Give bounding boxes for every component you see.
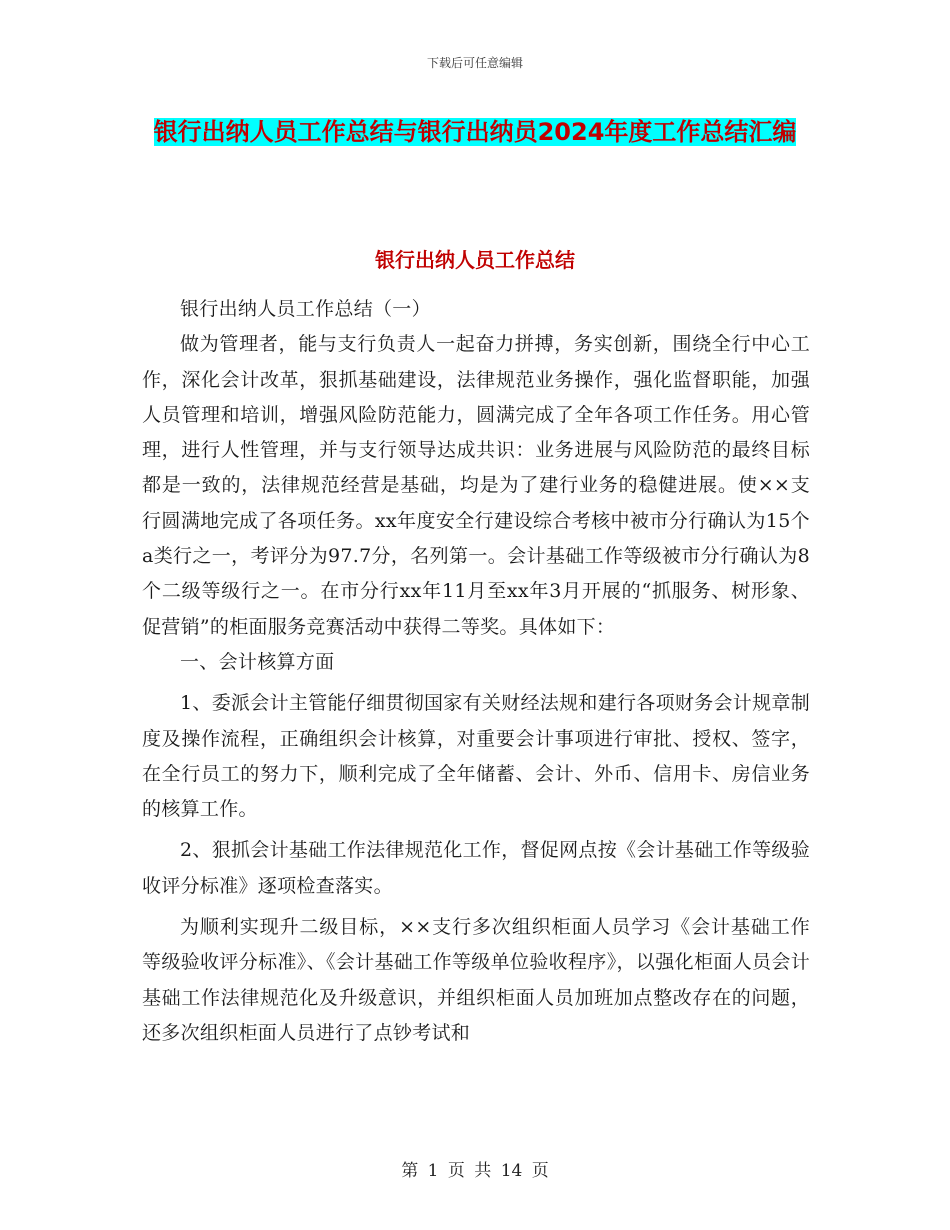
paragraph: 2、狠抓会计基础工作法律规范化工作，督促网点按《会计基础工作等级验收评分标准》逐项检查落实。 xyxy=(142,839,810,897)
paragraph: 1、委派会计主管能仔细贯彻国家有关财经法规和建行各项财务会计规章制度及操作流程，正确组织会计核算，对重要会计事项进行审批、授权、签字，在全行员工的努力下，顺利完成了全年储蓄、会计、外币、信用卡、房信业务的核算工作。 xyxy=(142,692,810,821)
paragraph-heading: 一、会计核算方面 xyxy=(180,650,335,673)
page-number: 第 1 页 共 14 页 xyxy=(401,1161,549,1181)
paragraph-subtitle: 银行出纳人员工作总结（一） xyxy=(180,298,431,320)
header-note: 下载后可任意编辑 xyxy=(426,56,523,70)
document-title-text: 银行出纳人员工作总结与银行出纳员2024年度工作总结汇编 xyxy=(153,118,797,146)
section-title: 银行出纳人员工作总结 xyxy=(375,248,575,272)
document-title xyxy=(140,108,810,156)
document-body xyxy=(142,292,810,1051)
paragraph: 做为管理者，能与支行负责人一起奋力拼搏，务实创新，围绕全行中心工作，深化会计改革，狠抓基础建设，法律规范业务操作，强化监督职能，加强人员管理和培训，增强风险防范能力，圆满完成了全年各项工作任务。用心管理，进行人性管理，并与支行领导达成共识：业务进展与风险防范的最终目标都是一致的，法律规范经营是基础，均是为了建行业务的稳健进展。使××支行圆满地完成了各项任务。xx年度安全行建设综合考核中被市分行确认为15个a类行之一，考评分为97.7分，名列第一。会计基础工作等级被市分行确认为8个二级等级行之一。在市分行xx年11月至xx年3月开展的“抓服务、树形象、促营销”的柜面服务竞赛活动中获得二等奖。具体如下： xyxy=(142,333,810,638)
paragraph: 为顺利实现升二级目标，××支行多次组织柜面人员学习《会计基础工作等级验收评分标准》、《会计基础工作等级单位验收程序》，以强化柜面人员会计基础工作法律规范化及升级意识，并组织柜面人员加班加点整改存在的问题，还多次组织柜面人员进行了点钞考试和 xyxy=(142,916,810,1044)
